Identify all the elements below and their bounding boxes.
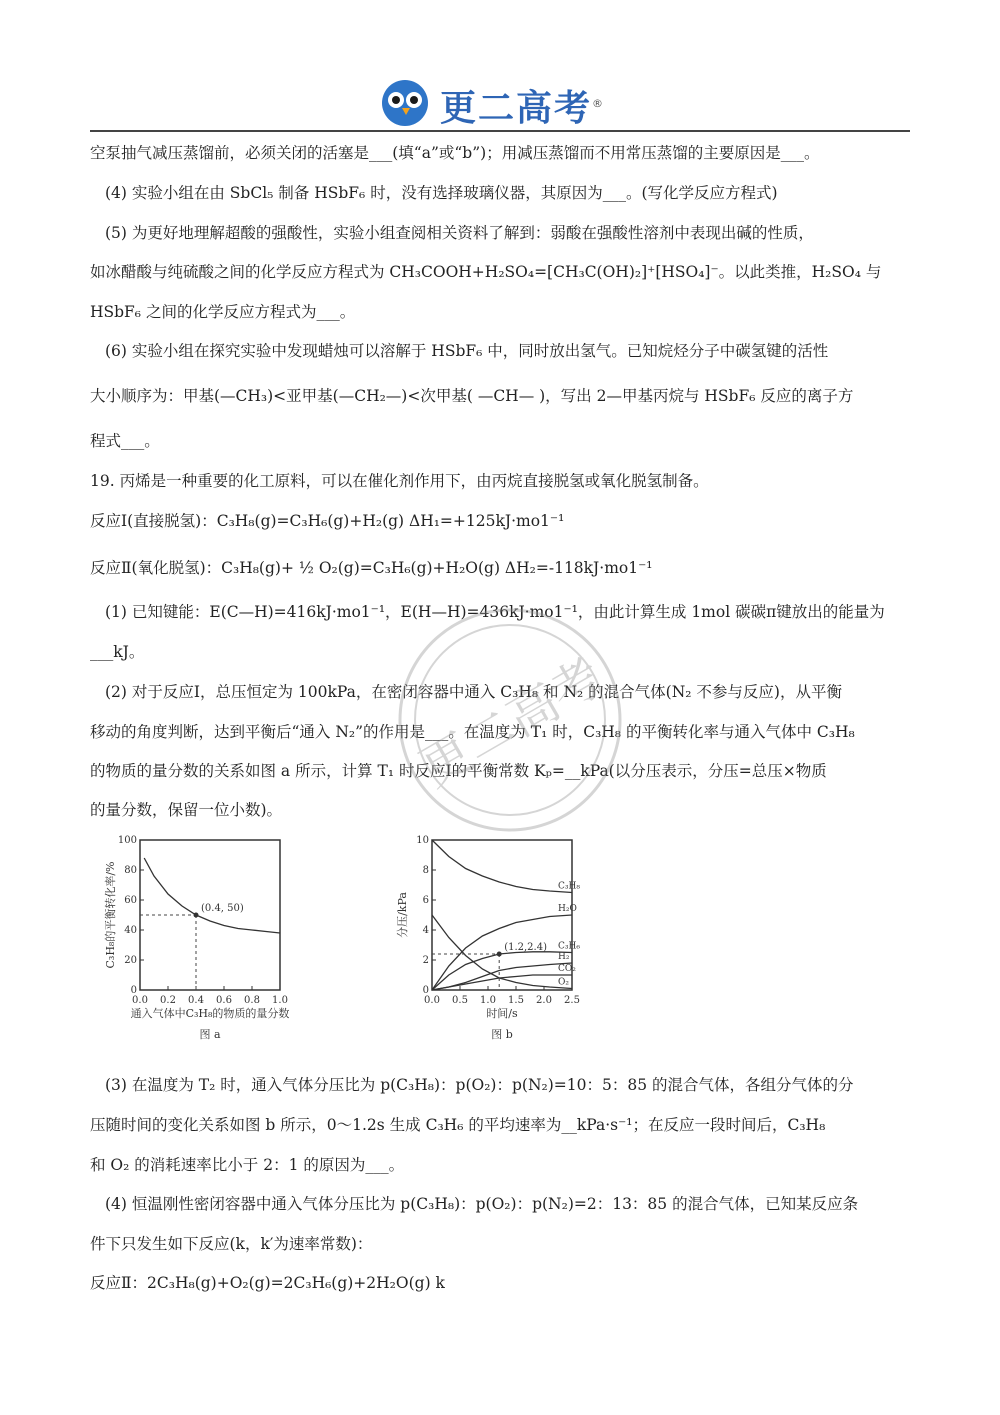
brand-logo — [382, 78, 632, 128]
series-label: H₂O — [558, 904, 577, 914]
text-line: 压随时间的变化关系如图 b 所示，0～1.2s 生成 C₃H₆ 的平均速率为__kPa·s⁻¹；在反应一段时间后，C₃H₈ — [90, 1116, 826, 1134]
text-line: 的物质的量分数的关系如图 a 所示，计算 T₁ 时反应Ⅰ的平衡常数 Kₚ=__kPa(以分压表示，分压=总压×物质 — [90, 762, 827, 780]
x-tick-label: 1.5 — [508, 995, 524, 1006]
text-line: 移动的角度判断，达到平衡后“通入 N₂”的作用是___。在温度为 T₁ 时，C₃H₈ 的平衡转化率与通入气体中 C₃H₈ — [90, 723, 855, 741]
header-divider — [90, 130, 910, 132]
x-tick-label: 0.0 — [424, 995, 440, 1006]
y-tick-label: 60 — [124, 895, 137, 906]
owl-logo-icon — [382, 80, 428, 126]
y-tick-label: 10 — [416, 835, 429, 846]
question-19-1: (1) 已知键能：E(C—H)=416kJ·mo1⁻¹，E(H—H)=436kJ·mo1⁻¹，由此计算生成 1mol 碳碳π键放出的能量为 — [105, 603, 885, 621]
x-tick-label: 0.0 — [132, 995, 148, 1006]
x-axis-label: 通入气体中C₃H₈的物质的量分数 — [130, 1007, 290, 1020]
question-6: (6) 实验小组在探究实验中发现蜡烛可以溶解于 HSbF₆ 中，同时放出氢气。已知烷烃分子中碳氢键的活性 — [105, 342, 829, 360]
figure-caption: 图 a — [199, 1028, 221, 1041]
figure-caption: 图 b — [491, 1028, 513, 1041]
x-tick-label: 0.8 — [244, 995, 260, 1006]
y-tick-label: 80 — [124, 865, 137, 876]
question-19: 19. 丙烯是一种重要的化工原料，可以在催化剂作用下，由丙烷直接脱氢或氧化脱氢制备。 — [90, 472, 709, 490]
annotation-point — [194, 913, 199, 918]
text-line: 大小顺序为：甲基(—CH₃)<亚甲基(—CH₂—)<次甲基( —CH— )，写出 2—甲基丙烷与 HSbF₆ 反应的离子方 — [90, 387, 854, 405]
y-tick-label: 8 — [422, 865, 429, 876]
series-label: O₂ — [558, 977, 569, 988]
text-line: 如冰醋酸与纯硫酸之间的化学反应方程式为 CH₃COOH+H₂SO₄=[CH₃C(OH)₂]⁺[HSO₄]⁻。以此类推，H₂SO₄ 与 — [90, 263, 882, 281]
series-line-CO₂ — [432, 975, 572, 990]
text-line: HSbF₆ 之间的化学反应方程式为___。 — [90, 303, 356, 321]
series-label: H₂ — [558, 952, 570, 962]
question-19-2: (2) 对于反应Ⅰ，总压恒定为 100kPa，在密闭容器中通入 C₃H₈ 和 N₂ 的混合气体(N₂ 不参与反应)，从平衡 — [105, 683, 842, 701]
y-tick-label: 2 — [422, 955, 429, 966]
y-axis-label: 分压/kPa — [396, 892, 409, 938]
x-axis-label: 时间/s — [486, 1007, 518, 1020]
page-header — [0, 70, 1000, 130]
y-tick-label: 20 — [124, 955, 137, 966]
figure-b — [390, 832, 600, 1062]
x-tick-label: 1.0 — [480, 995, 496, 1006]
series-line-C₃H₆ — [432, 952, 572, 990]
question-4: (4) 实验小组在由 SbCl₅ 制备 HSbF₆ 时，没有选择玻璃仪器，其原因为___。(写化学反应方程式) — [105, 184, 778, 202]
plot-frame — [432, 840, 572, 990]
text-line: 的量分数，保留一位小数)。 — [90, 801, 283, 819]
text-line: 件下只发生如下反应(k，k′为速率常数)： — [90, 1235, 373, 1253]
series-line-C₃H₈ — [144, 858, 280, 933]
x-tick-label: 0.6 — [216, 995, 232, 1006]
y-axis-label: C₃H₈的平衡转化率/% — [104, 861, 117, 969]
x-tick-label: 0.4 — [188, 995, 204, 1006]
y-tick-label: 0 — [130, 985, 137, 996]
annotation-label: (0.4, 50) — [201, 903, 244, 914]
reaction-2-k: 反应Ⅱ：2C₃H₈(g)+O₂(g)=2C₃H₆(g)+2H₂O(g) k — [90, 1274, 445, 1292]
y-tick-label: 4 — [422, 925, 429, 936]
y-tick-label: 100 — [117, 835, 137, 846]
series-label: C₃H₆ — [558, 941, 580, 952]
registered-mark: ® — [592, 97, 606, 110]
x-tick-label: 2.5 — [564, 995, 580, 1006]
y-tick-label: 0 — [422, 985, 429, 996]
text-line: 和 O₂ 的消耗速率比小于 2：1 的原因为___。 — [90, 1156, 405, 1174]
x-tick-label: 2.0 — [536, 995, 552, 1006]
annotation-point — [497, 952, 502, 957]
question-5: (5) 为更好地理解超酸的强酸性，实验小组查阅相关资料了解到：弱酸在强酸性溶剂中表现出碱的性质， — [105, 224, 814, 242]
x-tick-label: 0.5 — [452, 995, 468, 1006]
text-line: 程式___。 — [90, 432, 160, 450]
series-label: CO₂ — [558, 964, 576, 974]
series-line-C₃H₈ — [432, 840, 572, 893]
text-line: 空泵抽气减压蒸馏前，必须关闭的活塞是___(填“a”或“b”)；用减压蒸馏而不用常压蒸馏的主要原因是___。 — [90, 144, 820, 162]
y-tick-label: 40 — [124, 925, 137, 936]
figure-a — [95, 832, 325, 1062]
annotation-label: (1.2,2.4) — [504, 942, 547, 953]
x-tick-label: 0.2 — [160, 995, 176, 1006]
reaction-2: 反应Ⅱ(氧化脱氢)：C₃H₈(g)+ ½ O₂(g)=C₃H₆(g)+H₂O(g) ΔH₂=-118kJ·mo1⁻¹ — [90, 559, 653, 577]
brand-name: 更二高考 — [440, 88, 593, 129]
text-line: ___kJ。 — [90, 643, 145, 661]
series-label: C₃H₈ — [558, 881, 580, 892]
question-19-3: (3) 在温度为 T₂ 时，通入气体分压比为 p(C₃H₈)：p(O₂)：p(N₂)=10：5：85 的混合气体，各组分气体的分 — [105, 1076, 854, 1094]
question-19-4: (4) 恒温刚性密闭容器中通入气体分压比为 p(C₃H₈)：p(O₂)：p(N₂)=2：13：85 的混合气体，已知某反应条 — [105, 1195, 859, 1213]
reaction-1: 反应Ⅰ(直接脱氢)：C₃H₈(g)=C₃H₆(g)+H₂(g) ΔH₁=+125kJ·mo1⁻¹ — [90, 512, 565, 530]
x-tick-label: 1.0 — [272, 995, 288, 1006]
watermark-text: 更二高考 — [410, 647, 613, 798]
y-tick-label: 6 — [422, 895, 429, 906]
